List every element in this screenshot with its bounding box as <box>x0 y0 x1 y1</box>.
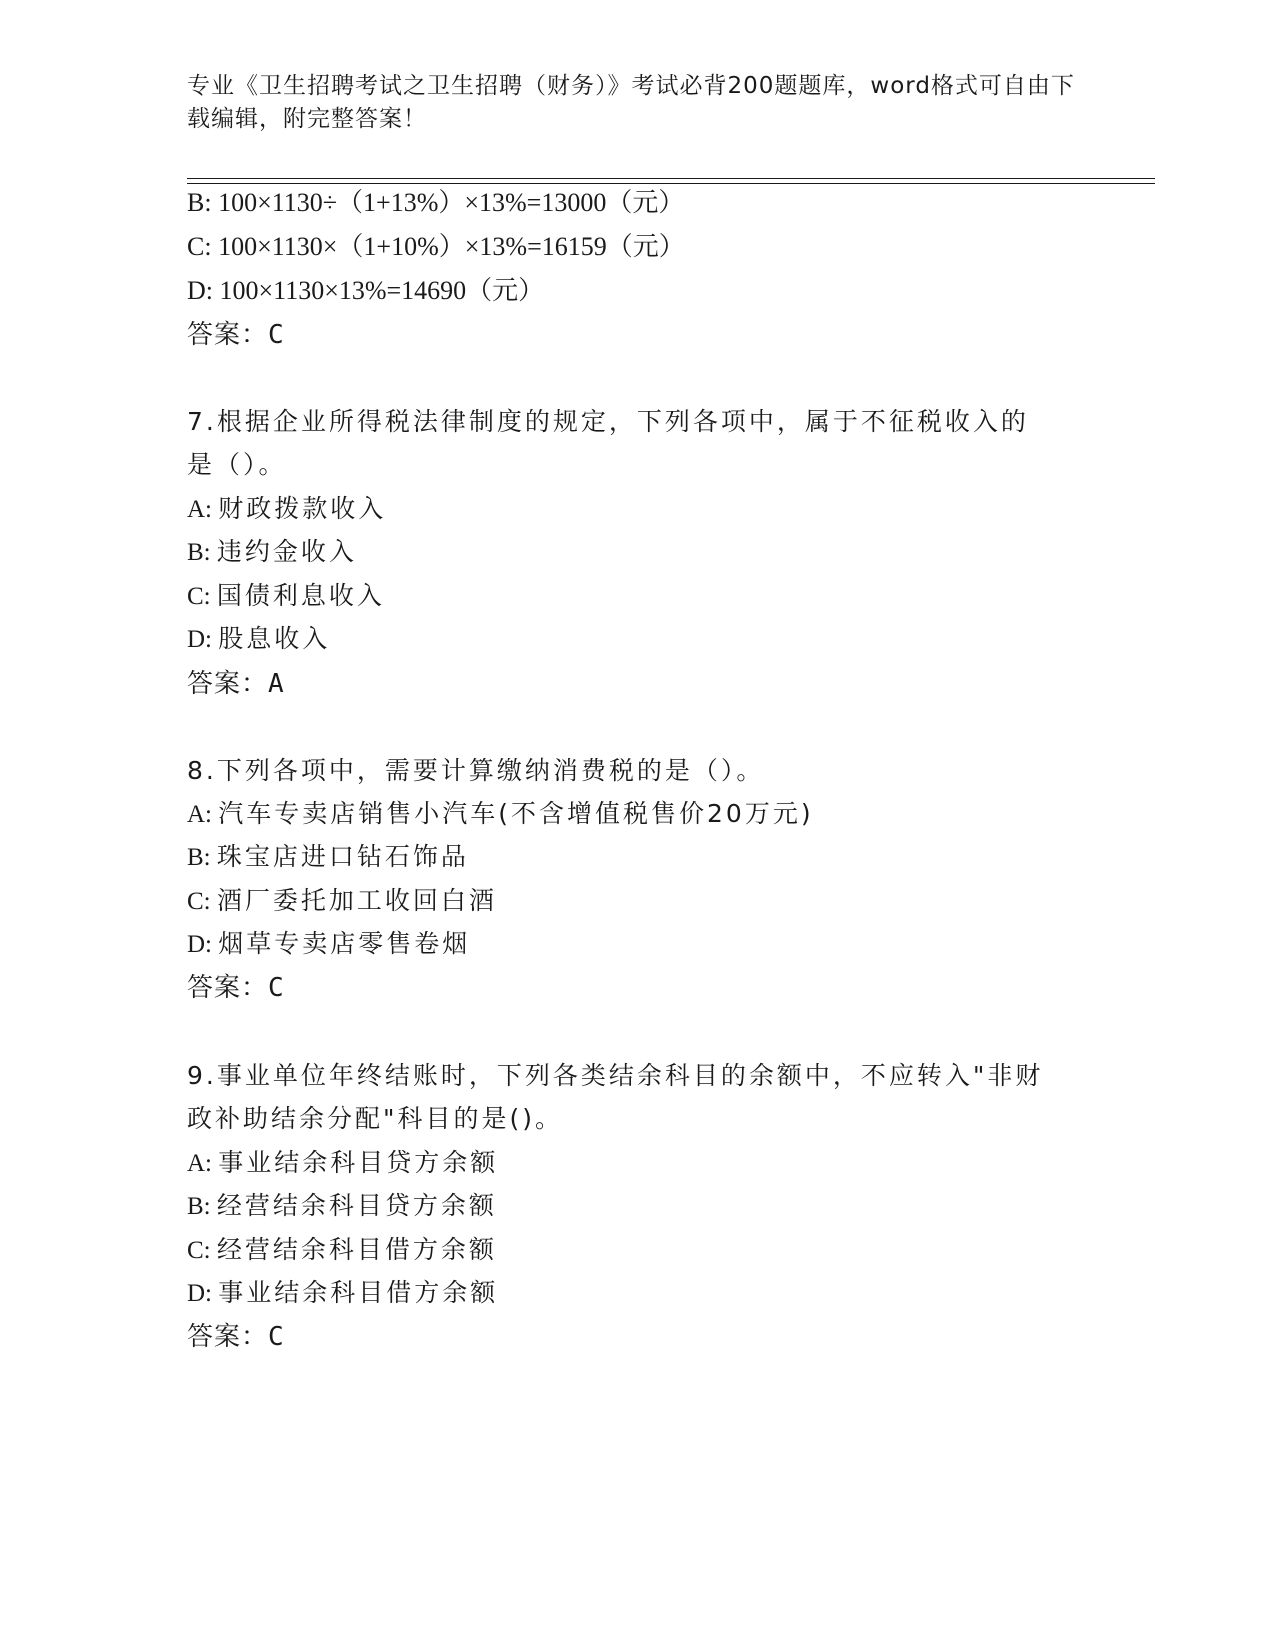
q8-option-a-text: 汽车专卖店销售小汽车(不含增值税售价20万元) <box>218 799 814 828</box>
q8-option-a-label: A: <box>187 801 219 828</box>
q9-option-a <box>187 1148 498 1179</box>
q9-stem-line1: 9.事业单位年终结账时，下列各类结余科目的余额中，不应转入"非财 <box>187 1061 1044 1090</box>
q7-answer <box>187 669 285 699</box>
header-divider-top <box>187 178 1155 179</box>
q9-answer-value: C <box>268 1322 285 1352</box>
q8-answer-value: C <box>268 973 285 1003</box>
q9-option-a-text: 事业结余科目贷方余额 <box>218 1148 499 1177</box>
q8-option-d <box>187 929 470 960</box>
q7-answer-label: 答案： <box>187 669 269 699</box>
q9-option-c <box>187 1235 497 1266</box>
q8-option-c-text: 酒厂委托加工收回白酒 <box>216 886 497 915</box>
q7-option-b-text: 违约金收入 <box>216 537 357 566</box>
q9-option-b <box>187 1191 497 1222</box>
q9-option-c-text: 经营结余科目借方余额 <box>216 1235 497 1264</box>
q8-option-b-text: 珠宝店进口钻石饰品 <box>216 842 469 871</box>
q9-answer <box>187 1322 285 1352</box>
q7-option-a-label: A: <box>187 496 219 523</box>
q8-option-d-label: D: <box>187 931 219 958</box>
q7-option-b-label: B: <box>187 539 217 566</box>
q9-option-a-label: A: <box>187 1150 219 1177</box>
q7-option-a-text: 财政拨款收入 <box>218 494 387 523</box>
q6-option-d: D: 100×1130×13%=14690（元） <box>187 276 545 305</box>
q8-option-a <box>187 799 814 830</box>
q8-option-c <box>187 886 497 917</box>
q7-answer-value: A <box>268 669 285 699</box>
q9-option-b-label: B: <box>187 1193 217 1220</box>
q7-option-d-text: 股息收入 <box>218 624 331 653</box>
document-header: 专业《卫生招聘考试之卫生招聘（财务）》考试必背200题题库，word格式可自由下载编辑，附完整答案！ <box>187 73 1075 132</box>
q7-option-a <box>187 494 386 525</box>
q7-option-d-label: D: <box>187 626 219 653</box>
q7-option-c-text: 国债利息收入 <box>216 581 385 610</box>
q9-option-c-label: C: <box>187 1237 217 1264</box>
q9-option-d-label: D: <box>187 1280 219 1307</box>
q8-option-b <box>187 842 469 873</box>
q7-stem-line2: 是（）。 <box>187 450 287 479</box>
q6-option-c: C: 100×1130×（1+10%）×13%=16159（元） <box>187 232 685 261</box>
q6-answer-label: 答案： <box>187 320 269 350</box>
q9-answer-label: 答案： <box>187 1322 269 1352</box>
q6-answer <box>187 320 285 350</box>
q8-answer <box>187 973 285 1003</box>
q7-option-d <box>187 624 330 655</box>
q8-option-d-text: 烟草专卖店零售卷烟 <box>218 929 471 958</box>
q7-stem-line1: 7.根据企业所得税法律制度的规定，下列各项中，属于不征税收入的 <box>187 407 1029 436</box>
q6-answer-value: C <box>268 320 285 350</box>
q9-option-d-text: 事业结余科目借方余额 <box>218 1278 499 1307</box>
q7-option-b <box>187 537 357 568</box>
q8-stem-line1: 8.下列各项中，需要计算缴纳消费税的是（）。 <box>187 756 765 785</box>
q9-option-b-text: 经营结余科目贷方余额 <box>216 1191 497 1220</box>
q9-stem-line2: 政补助结余分配"科目的是()。 <box>187 1104 564 1133</box>
q9-option-d <box>187 1278 498 1309</box>
q8-answer-label: 答案： <box>187 973 269 1003</box>
q8-option-c-label: C: <box>187 888 217 915</box>
header-divider-bottom <box>187 183 1155 184</box>
q7-option-c-label: C: <box>187 583 217 610</box>
q6-option-b: B: 100×1130÷（1+13%）×13%=13000（元） <box>187 188 685 217</box>
q8-option-b-label: B: <box>187 844 217 871</box>
q7-option-c <box>187 581 385 612</box>
